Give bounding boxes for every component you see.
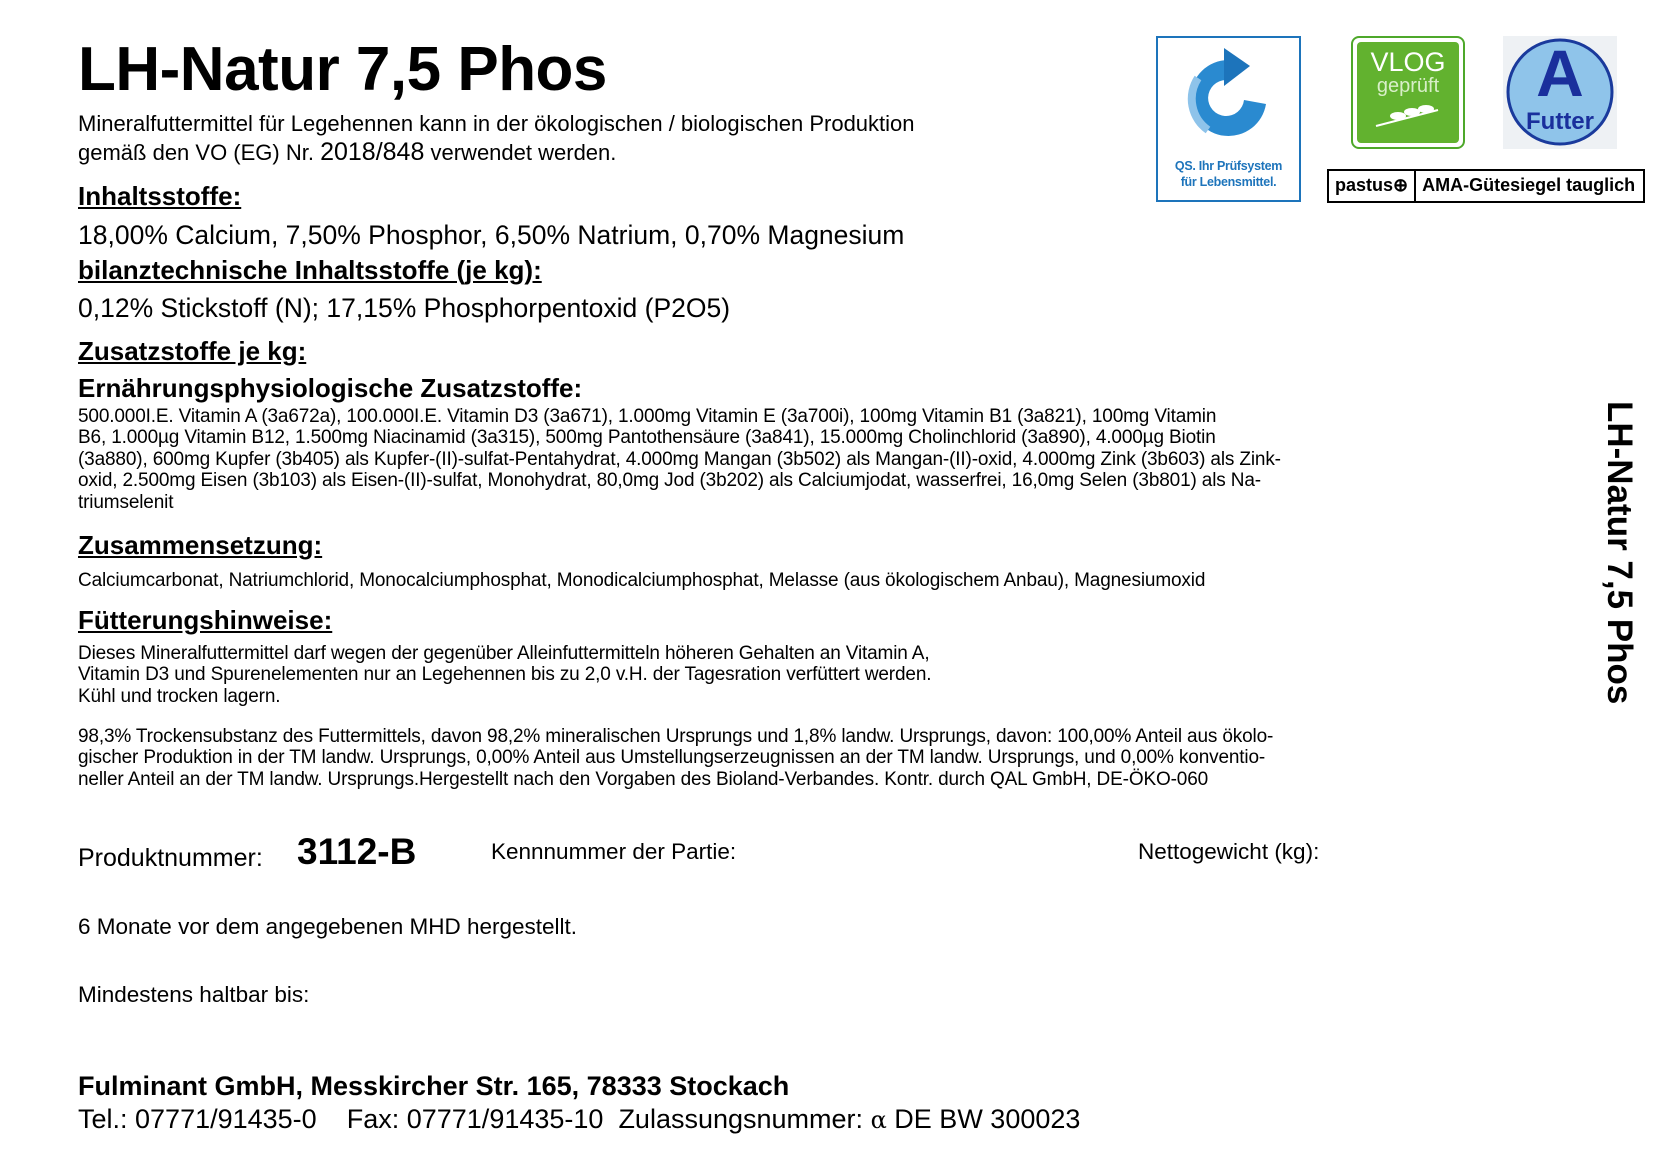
qs-arrow-icon: [1158, 38, 1299, 148]
ama-label: AMA-Gütesiegel tauglich: [1422, 175, 1636, 196]
qs-logo: [1156, 36, 1301, 202]
a-letter: A: [1536, 42, 1584, 104]
text-line: neller Anteil an der TM landw. Ursprungs.Hergestellt nach den Vorgaben des Bioland-Verbandes. Kontr. durch QAL GmbH, DE-ÖKO-060: [78, 768, 1209, 790]
vlog-logo: [1351, 36, 1465, 149]
ama-seal: [1327, 169, 1645, 203]
text-line: Vitamin D3 und Spurenelementen nur an Legehennen bis zu 2,0 v.H. der Tagesration verfüttert werden.: [78, 664, 932, 686]
bilanz-heading: bilanztechnische Inhaltsstoffe (je kg):: [78, 255, 542, 285]
text-line: oxid, 2.500mg Eisen (3b103) als Eisen-(II)-sulfat, Monohydrat, 80,0mg Jod (3b202) als Calciumjodat, wasserfrei, 16,0mg Selen (3b801) als Na-: [78, 470, 1261, 492]
qs-text-2: für Lebensmittel.: [1180, 175, 1277, 189]
text-line: triumselenit: [78, 491, 174, 513]
fuetterung-heading: Fütterungshinweise:: [78, 605, 333, 635]
subtitle-line-1: Mineralfuttermittel für Legehennen kann in der ökologischen / biologischen Produktion: [78, 111, 915, 136]
fuetterung-text: [78, 643, 931, 707]
zusammensetzung-text: Calciumcarbonat, Natriumchlorid, Monocalciumphosphat, Monodicalciumphosphat, Melasse (aus ökologischem Anbau), Magnesiumoxid: [78, 570, 1206, 591]
vertical-title: LH-Natur 7,5 Phos: [1600, 401, 1639, 705]
zusatzstoffe-heading: Zusatzstoffe je kg:: [78, 336, 307, 366]
vlog-text: VLOG: [1370, 47, 1446, 77]
text-line: Dieses Mineralfuttermittel darf wegen der gegenüber Alleinfuttermitteln höheren Gehalten an Vitamin A,: [78, 643, 930, 664]
text-line: gischer Produktion in der TM landw. Ursprungs, 0,00% Anteil aus Umstellungserzeugnissen an der TM landw. Ursprungs, und 0,00% konventio-: [78, 747, 1266, 769]
zusammensetzung-heading: Zusammensetzung:: [78, 530, 323, 560]
text-line: 98,3% Trockensubstanz des Futtermittels, davon 98,2% mineralischen Ursprungs und 1,8% landw. Ursprungs, davon: 100,00% Anteil aus ökolo-: [78, 726, 1274, 747]
bilanz-text: 0,12% Stickstoff (N); 17,15% Phosphorpentoxid (P2O5): [78, 293, 731, 323]
approval-symbol: α: [870, 1106, 887, 1134]
zusatzstoffe-list: [78, 406, 1281, 513]
text-line: B6, 1.000µg Vitamin B12, 1.500mg Niacinamid (3a315), 500mg Pantothensäure (3a841), 15.000mg Cholinchlorid (3a890), 4.000µg Biotin: [78, 427, 1216, 449]
vlog-subtext: geprüft: [1376, 75, 1440, 97]
wheat-icon: [1368, 100, 1448, 130]
company-contact: [78, 1104, 1080, 1135]
subtitle-text: gemäß den VO (EG) Nr.: [78, 140, 314, 165]
company-address: Fulminant GmbH, Messkircher Str. 165, 78333 Stockach: [78, 1071, 790, 1101]
qs-text-1: QS. Ihr Prüfsystem: [1174, 159, 1283, 173]
production-note: 6 Monate vor dem angegebenen MHD hergestellt.: [78, 914, 578, 939]
inhaltsstoffe-text: 18,00% Calcium, 7,50% Phosphor, 6,50% Natrium, 0,70% Magnesium: [78, 220, 905, 250]
net-weight-label: Nettogewicht (kg):: [1138, 839, 1320, 864]
pastus-label: pastus⊕: [1329, 171, 1416, 201]
text-line: 500.000I.E. Vitamin A (3a672a), 100.000I.E. Vitamin D3 (3a671), 1.000mg Vitamin E (3a700i), 100mg Vitamin B1 (3a821), 100mg Vitamin: [78, 406, 1217, 427]
batch-number-label: Kennnummer der Partie:: [491, 839, 737, 864]
best-before-label: Mindestens haltbar bis:: [78, 982, 310, 1007]
approval-number: DE BW 300023: [894, 1104, 1081, 1134]
ernaehrung-heading: Ernährungsphysiologische Zusatzstoffe:: [78, 373, 583, 403]
a-futter-logo: [1503, 36, 1617, 149]
origin-text: [78, 726, 1273, 790]
text-line: (3a880), 600mg Kupfer (3b405) als Kupfer-(II)-sulfat-Pentahydrat, 4.000mg Mangan (3b502) als Mangan-(II)-oxid, 4.000mg Zink (3b603) als Zink-: [78, 448, 1281, 470]
phone: Tel.: 07771/91435-0: [78, 1104, 317, 1134]
product-title: LH-Natur 7,5 Phos: [78, 35, 607, 104]
subtitle-text: verwendet werden.: [430, 140, 617, 165]
product-number-value: 3112-B: [297, 831, 417, 872]
approval-label: Zulassungsnummer:: [618, 1104, 864, 1134]
futter-word: Futter: [1526, 108, 1594, 135]
subtitle-line-2: [78, 139, 616, 167]
text-line: Kühl und trocken lagern.: [78, 685, 281, 707]
fax: Fax: 07771/91435-10: [346, 1104, 604, 1134]
regulation-number: 2018/848: [320, 138, 425, 166]
product-number-label: Produktnummer:: [78, 844, 263, 872]
inhaltsstoffe-heading: Inhaltsstoffe:: [78, 181, 242, 211]
